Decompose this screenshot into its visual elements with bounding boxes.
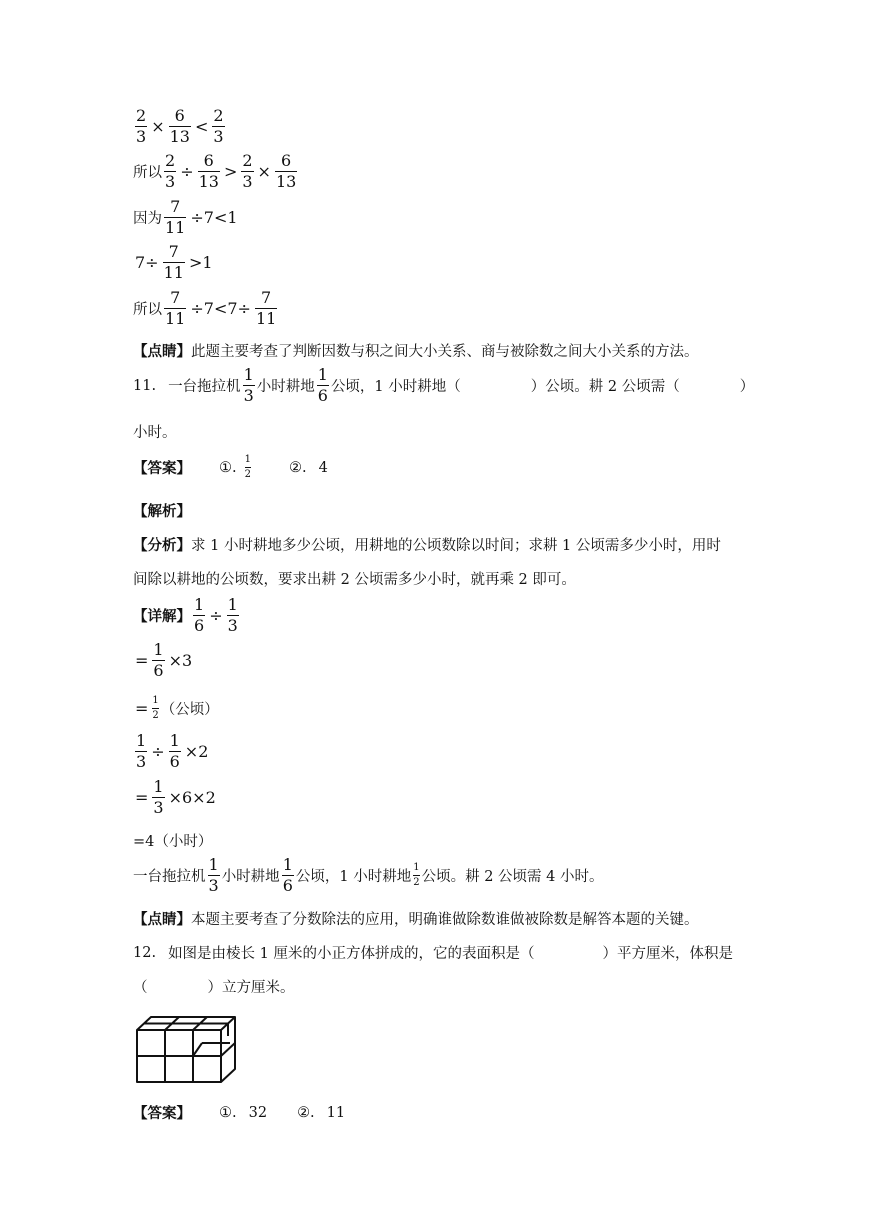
text-segment: 所以: [133, 302, 162, 318]
text-segment: 【详解】: [133, 608, 191, 625]
dianjing-line: [133, 340, 699, 361]
fraction-part: 7: [170, 197, 181, 216]
fraction-part: 3: [165, 172, 176, 191]
question-11-cont: [133, 421, 177, 442]
fraction: [169, 108, 191, 145]
fraction: [208, 857, 220, 894]
dianjing-text: 此题主要考查了判断因数与积之间大小关系、商与被除数之间大小关系的方法。: [191, 344, 699, 360]
fraction-part: 1: [413, 862, 420, 873]
text-segment: ÷: [151, 742, 165, 761]
fraction: [275, 153, 297, 190]
text-segment: ②.: [288, 459, 307, 476]
text-segment: ×: [151, 117, 165, 136]
text-segment: =: [135, 651, 149, 670]
text-segment: 【点睛】: [133, 911, 191, 928]
fraction: [152, 642, 164, 679]
fraction-part: 1: [208, 855, 219, 874]
fraction-part: 2: [413, 877, 420, 888]
fraction: [135, 108, 147, 145]
question-11: [133, 367, 754, 404]
fenxi-line: [133, 534, 721, 555]
fraction-part: 11: [163, 263, 184, 282]
answer-line: [133, 1102, 345, 1123]
answer-line: [133, 455, 328, 480]
text-segment: 小时。: [133, 425, 177, 441]
text-segment: ①.: [219, 1104, 237, 1121]
text-segment: ②.: [297, 1104, 315, 1121]
text-segment: （公顷）: [160, 702, 219, 718]
fraction-part: 11: [255, 309, 277, 328]
text-segment: ）公顷。耕 2 公顷需（: [530, 379, 680, 395]
fraction-part: 1: [194, 595, 205, 614]
text-segment: ）立方厘米。: [207, 980, 295, 996]
conclusion-line: [133, 857, 603, 894]
question-number: 12.: [133, 944, 157, 961]
text-segment: 小时耕地: [221, 869, 280, 885]
fraction-part: 6: [169, 752, 180, 771]
fraction-part: 2: [136, 106, 147, 125]
fraction-part: 13: [275, 172, 297, 191]
fraction-part: 1: [136, 731, 147, 750]
fraction-part: 1: [317, 365, 328, 384]
text-segment: 小时耕地: [256, 379, 315, 395]
fraction-part: 6: [281, 151, 292, 170]
math-line: [133, 830, 212, 851]
text-segment: =: [135, 699, 149, 718]
text-segment: ×6×2: [168, 788, 216, 807]
text-segment: 本题主要考查了分数除法的应用，明确谁做除数谁做被除数是解答本题的关键。: [191, 912, 699, 928]
fraction-part: 11: [165, 218, 186, 237]
fraction-part: 7: [261, 288, 272, 307]
fraction-part: 2: [242, 151, 253, 170]
text-segment: 一台拖拉机: [168, 379, 241, 395]
text-segment: ÷: [180, 162, 194, 181]
fraction: [241, 153, 253, 190]
fraction: [245, 455, 251, 480]
math-line: [133, 733, 210, 770]
fraction: [163, 244, 185, 281]
fraction-part: 3: [153, 798, 164, 817]
fraction-part: 13: [198, 172, 219, 191]
text-segment: ）平方厘米，体积是: [602, 946, 734, 962]
answer-label: 【答案】: [133, 460, 191, 477]
fraction-part: 1: [169, 731, 180, 750]
fraction-part: 7: [168, 242, 179, 261]
fraction-part: 2: [213, 106, 224, 125]
text-segment: ×: [257, 162, 271, 181]
fraction-part: 6: [153, 661, 164, 680]
fraction: [212, 108, 224, 145]
text-segment: 因为: [133, 211, 162, 227]
fraction: [413, 863, 419, 888]
fraction: [164, 199, 186, 236]
math-line: [133, 153, 299, 190]
text-segment: 如图是由棱长 1 厘米的小正方体拼成的，它的表面积是（: [168, 946, 535, 962]
fraction: [169, 733, 181, 770]
fraction: [198, 153, 220, 190]
fraction: [152, 696, 158, 721]
text-segment: 一台拖拉机: [133, 869, 206, 885]
text-segment: ①.: [219, 459, 237, 476]
text-segment: ×3: [168, 651, 193, 670]
text-segment: ÷: [209, 606, 223, 625]
fraction-part: 2: [244, 469, 251, 480]
text-segment: 32: [248, 1104, 268, 1121]
text-segment: 公顷，1 小时耕地: [295, 869, 412, 885]
question-12-cont: [133, 976, 295, 997]
fraction-part: 3: [242, 172, 253, 191]
cube-figure: [132, 1010, 240, 1086]
fraction: [227, 597, 239, 634]
fraction-part: 3: [136, 127, 147, 146]
text-segment: ）: [739, 379, 755, 395]
text-segment: ÷7<7÷: [190, 299, 251, 318]
fraction-part: 3: [227, 616, 238, 635]
fraction: [243, 367, 255, 404]
fraction-part: 11: [165, 309, 186, 328]
dianjing-label: 【点睛】: [133, 343, 191, 360]
text-segment: 【解析】: [133, 503, 191, 520]
text-segment: 4: [318, 459, 328, 476]
fraction-part: 3: [243, 386, 254, 405]
question-number: 11.: [133, 377, 157, 394]
text-segment: ×2: [184, 742, 209, 761]
fraction-part: 1: [244, 454, 251, 465]
fraction: [164, 290, 186, 327]
question-12: [133, 942, 733, 963]
fraction-part: 6: [282, 876, 293, 895]
fraction-part: 1: [152, 695, 159, 706]
text-segment: 公顷，1 小时耕地（: [330, 379, 461, 395]
fraction-part: 6: [174, 106, 185, 125]
math-line: [133, 108, 227, 145]
fenxi-line-2: [133, 568, 576, 589]
text-segment: 公顷。耕 2 公顷需 4 小时。: [421, 869, 604, 885]
math-line: [133, 779, 218, 816]
text-segment: 7÷: [135, 253, 159, 272]
text-segment: 【分析】: [133, 537, 191, 554]
fraction: [135, 733, 147, 770]
fraction-part: 13: [169, 127, 190, 146]
fraction-part: 1: [153, 777, 164, 796]
answer-label: 【答案】: [133, 1105, 191, 1122]
text-segment: 间除以耕地的公顷数，要求出耕 2 公顷需多少小时，就再乘 2 即可。: [133, 572, 576, 588]
xiangjie-line: [133, 597, 241, 634]
text-segment: >: [223, 162, 238, 181]
math-line: [133, 244, 215, 281]
text-segment: >1: [188, 253, 213, 272]
math-line: [133, 642, 194, 679]
fraction: [152, 779, 164, 816]
text-segment: =: [135, 788, 149, 807]
text-segment: 所以: [133, 165, 162, 181]
fraction-part: 2: [152, 710, 159, 721]
fraction: [317, 367, 329, 404]
fraction-part: 3: [208, 876, 219, 895]
text-segment: 求 1 小时耕地多少公顷，用耕地的公顷数除以时间；求耕 1 公顷需多少小时，用时: [191, 538, 721, 554]
fraction-part: 1: [153, 640, 164, 659]
fraction-part: 7: [170, 288, 181, 307]
jiexi-line: [133, 500, 191, 521]
fraction-part: 1: [282, 855, 293, 874]
math-line: [133, 696, 219, 721]
fraction-part: 6: [317, 386, 328, 405]
fraction-part: 6: [203, 151, 214, 170]
fraction-part: 1: [243, 365, 254, 384]
text-segment: <: [194, 117, 209, 136]
fraction-part: 6: [194, 616, 205, 635]
fraction: [193, 597, 205, 634]
fraction-part: 1: [227, 595, 238, 614]
fraction-part: 3: [213, 127, 224, 146]
fraction-part: 2: [165, 151, 176, 170]
text-segment: =4（小时）: [133, 834, 213, 850]
math-line: [133, 199, 240, 236]
fraction-part: 3: [136, 752, 147, 771]
dianjing-line: [133, 908, 699, 929]
math-line: [133, 290, 279, 327]
text-segment: 11: [326, 1104, 346, 1121]
text-segment: ÷7<1: [190, 208, 238, 227]
fraction: [255, 290, 277, 327]
fraction: [282, 857, 294, 894]
text-segment: （: [133, 980, 148, 996]
fraction: [164, 153, 176, 190]
